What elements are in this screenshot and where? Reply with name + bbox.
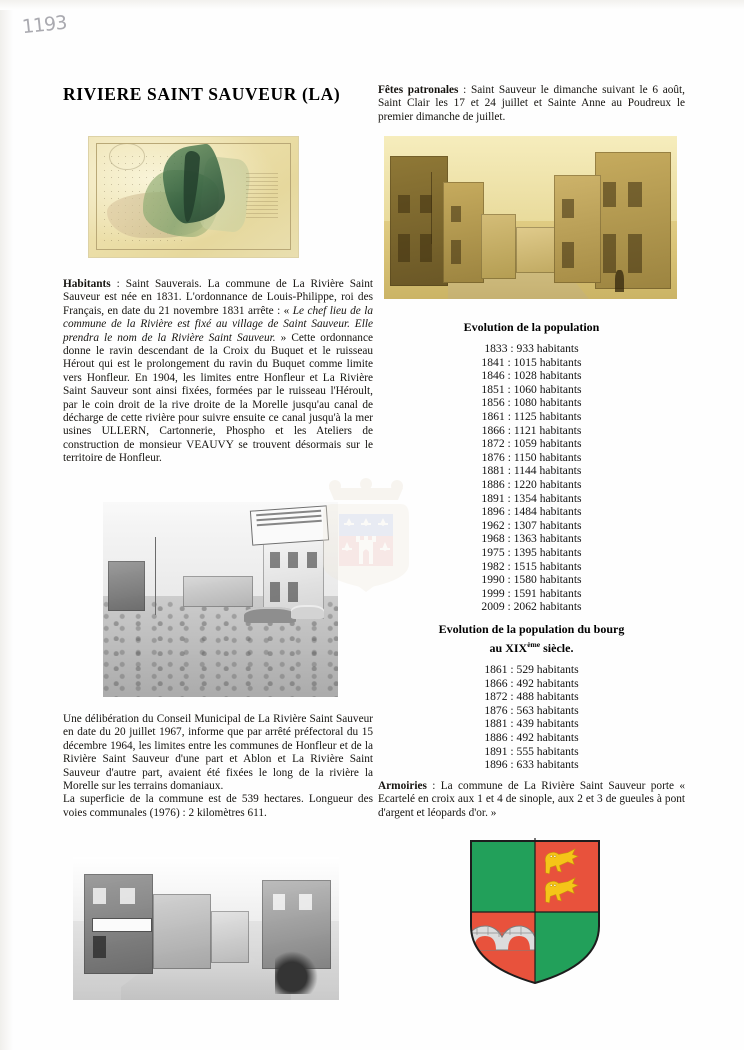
list-item: 1896 : 1484 habitants <box>481 505 582 519</box>
population-table-1-rows <box>378 342 685 614</box>
list-item: 1841 : 1015 habitants <box>481 355 582 369</box>
armoiries-label: Armoiries <box>378 780 427 792</box>
list-item: 1881 : 439 habitants <box>484 717 579 731</box>
list-item: 1891 : 1354 habitants <box>481 491 582 505</box>
list-item: 1856 : 1080 habitants <box>481 396 582 410</box>
photo-utility-pole <box>155 537 157 615</box>
list-item: 1876 : 563 habitants <box>484 703 579 717</box>
list-item: 1861 : 529 habitants <box>484 663 579 676</box>
photo-car-2 <box>291 605 324 619</box>
deliberation-paragraph: Une délibération du Conseil Municipal de La Rivière Saint Sauveur en date du 20 juillet 1967, informe que par arrêté préfectoral du 15 décembre 1964, les limites entre les communes de Honfleur et de la Rivière Saint Sauveur d'une part et Ablon et La Rivière Saint Sauveur d'autre part, avaient été fixées le long de la rivière la Morelle sur les terrains domaniaux. <box>63 713 373 793</box>
coat-of-arms-figure <box>468 838 602 986</box>
list-item: 1846 : 1028 habitants <box>481 369 582 383</box>
street-photo-cyclist <box>275 951 318 994</box>
list-item: 1851 : 1060 habitants <box>481 382 582 396</box>
superficie-paragraph: La superficie de la commune est de 539 hectares. Longueur des voies communales (1976) : 2 kilomètres 611. <box>63 793 373 819</box>
list-item: 1891 : 555 habitants <box>484 744 579 758</box>
habitants-text-a: : Saint Sauverais. La commune de La Rivière Saint Sauveur est née en 1831. L'ordonnance de Louis-Philippe, roi des Français, en date du 21 novembre 1831 arrête : « <box>63 278 373 317</box>
handwritten-page-number: 1193 <box>20 11 68 39</box>
postcard-pedestrian <box>615 270 624 293</box>
postcard-building-right-mid <box>554 175 601 283</box>
population-table-2 <box>378 622 685 772</box>
list-item: 1896 : 633 habitants <box>484 758 579 772</box>
road-photo-figure <box>103 502 338 697</box>
scan-edge-top <box>0 0 744 10</box>
population-table-2-title-line2-suffix: siècle. <box>540 641 574 655</box>
population-table-2-rows <box>378 663 685 772</box>
population-table-2-title-line2-prefix: au XIX <box>489 641 528 655</box>
list-item: 1975 : 1395 habitants <box>481 545 582 559</box>
list-item: 1886 : 1220 habitants <box>481 477 582 491</box>
photo-car-1 <box>244 607 296 623</box>
armoiries-text: : La commune de La Rivière Saint Sauveur porte « Ecartelé en croix aux 1 et 4 de sinople, aux 2 et 3 de gueules à pont d'argent et léopards d'or. » <box>378 780 685 819</box>
ordinal-suffix: ème <box>527 640 541 649</box>
page-title: RIVIERE SAINT SAUVEUR (LA) <box>63 84 341 104</box>
list-item: 1881 : 1144 habitants <box>481 464 582 478</box>
street-photo-figure <box>73 857 339 1000</box>
list-item: 1962 : 1307 habitants <box>481 518 582 532</box>
road-sign <box>250 505 329 545</box>
cadastral-map-figure <box>88 136 299 258</box>
population-table-1-title: Evolution de la population <box>463 320 600 334</box>
list-item: 1990 : 1580 habitants <box>481 573 582 587</box>
postcard-building-right-near <box>595 152 671 289</box>
armoiries-block <box>378 780 685 820</box>
postcard-building-left-mid <box>443 182 484 283</box>
street-photo-buildings-left <box>153 894 212 968</box>
photo-buildings-far <box>183 576 254 607</box>
population-table-2-title <box>378 622 685 656</box>
fetes-text: : Saint Sauveur le dimanche suivant le 6 août, Saint Clair les 17 et 24 juillet et Sainte Anne au Poudreux le premier dimanche de juillet. <box>378 84 685 123</box>
list-item: 1876 : 1150 habitants <box>481 450 582 464</box>
habitants-label: Habitants <box>63 278 111 290</box>
cafe-sign <box>92 918 153 931</box>
right-column <box>378 84 685 124</box>
fetes-patronales-paragraph <box>378 84 685 124</box>
habitants-text-b: » Cette ordonnance donne le ravin descendant de la Croix du Buquet et le ruisseau Hérout qui est le prolongement du ravin du Buquet comme limite vers Honfleur. En 1904, les limites entre Honfleur et La Rivière Saint Sauveur sont ainsi fixées, formées par le ruisseau l'Héroult, par le coin droit de la rive droite de la Morelle jusqu'au canal de décharge de cette rivière pour suivre ensuite ce canal jusqu'à la mer usines ULLERN, Cartonnerie, Phospho et les Ateliers de construction de monsieur VEAUVY se trouvent désormais sur le territoire de Honfleur. <box>63 331 373 465</box>
postcard-building-left-near <box>390 156 449 286</box>
armoiries-paragraph <box>378 780 685 820</box>
ordonnance-quote: Le chef lieu de la commune de la Rivière est fixé au village de Saint Sauveur. Elle prendra le nom de la Rivière Saint Sauveur. <box>63 304 373 344</box>
left-column <box>63 84 373 111</box>
arms-quarter-2-gueules <box>535 838 602 912</box>
map-border-frame <box>96 143 291 250</box>
list-item: 1886 : 492 habitants <box>484 730 579 744</box>
population-table-2-title-line1: Evolution de la population du bourg <box>438 622 625 636</box>
postcard-building-left-far <box>481 214 516 279</box>
left-text-block-1 <box>63 278 373 466</box>
list-item: 1866 : 1121 habitants <box>481 423 582 437</box>
list-item: 1833 : 933 habitants <box>484 342 579 355</box>
left-text-block-2 <box>63 713 373 820</box>
list-item: 2009 : 2062 habitants <box>481 600 582 614</box>
population-table-1 <box>378 320 685 614</box>
habitants-paragraph <box>63 278 373 466</box>
photo-building-left <box>108 561 146 612</box>
arms-quarter-1-sinople <box>468 838 535 912</box>
sepia-postcard-figure <box>384 136 677 299</box>
list-item: 1999 : 1591 habitants <box>481 586 582 600</box>
street-photo-buildings-far <box>211 911 248 962</box>
list-item: 1872 : 1059 habitants <box>481 437 582 451</box>
list-item: 1861 : 1125 habitants <box>481 409 582 423</box>
scan-edge-left <box>0 0 14 1050</box>
fetes-label: Fêtes patronales <box>378 84 459 96</box>
list-item: 1968 : 1363 habitants <box>481 532 582 546</box>
list-item: 1982 : 1515 habitants <box>481 559 582 573</box>
list-item: 1872 : 488 habitants <box>484 690 579 704</box>
list-item: 1866 : 492 habitants <box>484 676 579 690</box>
postcard-lamp-post <box>431 172 433 244</box>
